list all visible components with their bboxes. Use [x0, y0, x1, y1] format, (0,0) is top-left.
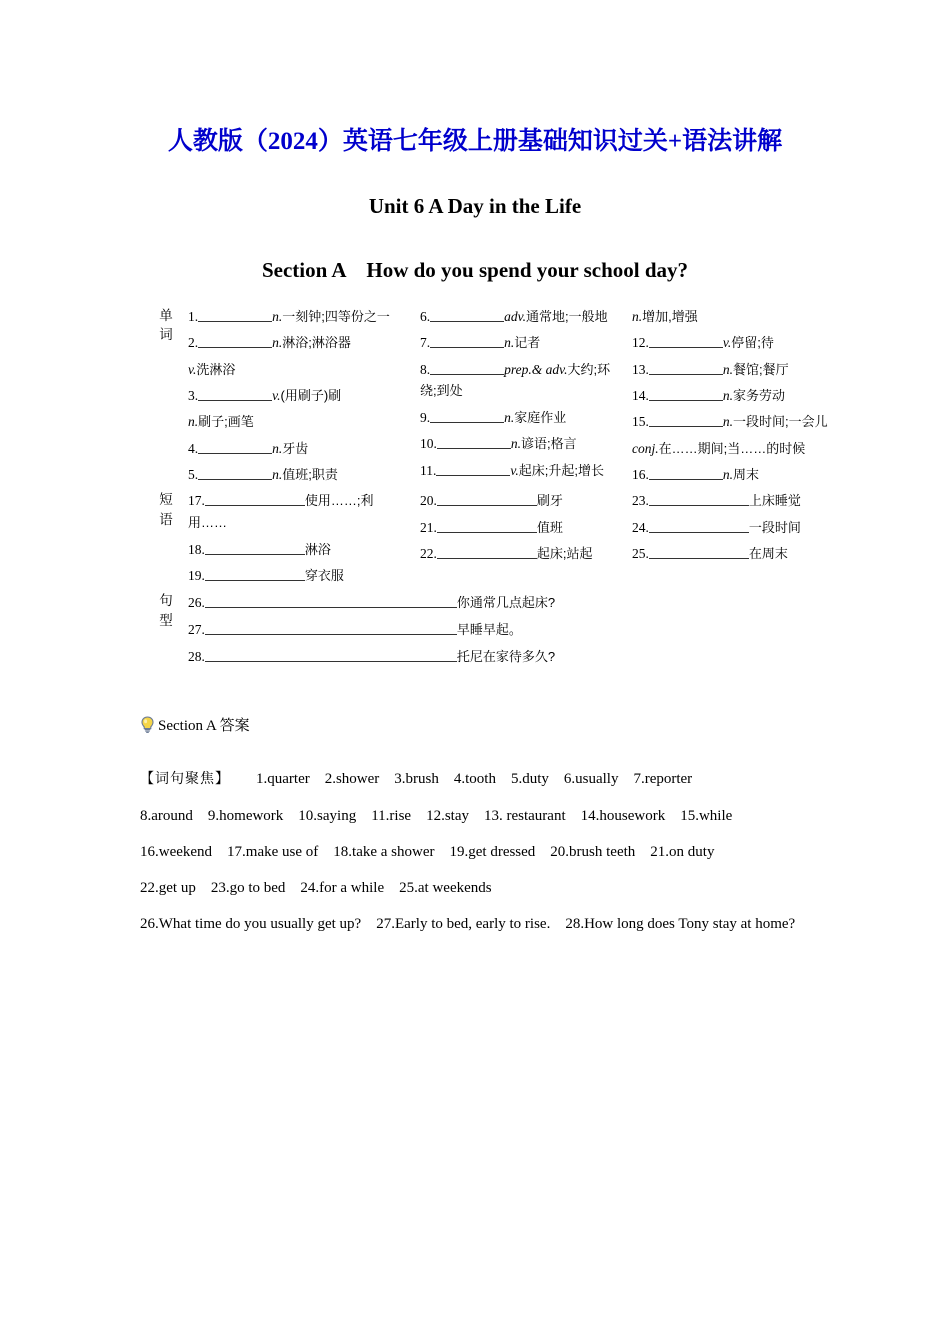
part-of-speech: v.: [722, 335, 732, 351]
table-row-words: [150, 306, 842, 491]
sentence-entry: [188, 618, 836, 643]
definition-text: 托尼在家待多久?: [456, 649, 556, 665]
answer-line: [140, 798, 820, 834]
entry-number: 22.: [420, 546, 437, 562]
phrase-entry: [632, 543, 836, 565]
part-of-speech: n.: [632, 308, 643, 324]
entry-number: 25.: [632, 546, 649, 562]
part-of-speech: n.: [722, 414, 733, 430]
word-entry: [188, 306, 408, 328]
word-entry: [420, 460, 620, 482]
entry-number: 23.: [632, 493, 649, 509]
definition-text: 一段时间: [748, 519, 801, 535]
definition-text: 使用……;利用……: [188, 493, 374, 531]
entry-number: 20.: [420, 493, 437, 509]
definition-text: 在周末: [748, 546, 788, 562]
entry-number: 27.: [188, 622, 205, 638]
definition-text: 早睡早起。: [456, 622, 522, 638]
answer-blank[interactable]: [430, 334, 504, 348]
definition-text: 你通常几点起床?: [456, 595, 556, 611]
words-column-3: [626, 306, 842, 491]
entry-number: 16.: [632, 467, 649, 482]
word-entry: [420, 433, 620, 455]
definition-text: 通常地;一般地: [526, 308, 608, 324]
word-entry: [188, 332, 408, 354]
definition-text: 刷子;画笔: [198, 414, 254, 430]
entry-number: 3.: [188, 387, 199, 403]
word-entry: [632, 385, 836, 407]
phrase-entry: [188, 539, 408, 561]
sentence-entry: [188, 591, 836, 616]
entry-number: 7.: [420, 335, 431, 351]
answer-blank[interactable]: [198, 466, 272, 480]
table-row-phrases: [150, 490, 842, 591]
entry-number: 11.: [420, 462, 437, 478]
word-entry: [632, 359, 836, 381]
definition-text: 记者: [514, 335, 541, 351]
answer-heading: [140, 672, 950, 735]
sentence-entry: [188, 645, 836, 670]
definition-text: 起床;站起: [536, 546, 593, 562]
entry-number: 12.: [632, 335, 649, 351]
answer-blank[interactable]: [205, 648, 457, 662]
part-of-speech: adv.: [504, 308, 526, 324]
answer-text: 26.What time do you usually get up? 27.Early to bed, early to rise. 28.How long does Tony stay at home?: [140, 916, 796, 933]
word-entry: [420, 306, 620, 328]
row-label-phrases-char-2: 语: [159, 511, 173, 527]
answer-blank[interactable]: [430, 409, 504, 423]
entry-number: 28.: [188, 649, 205, 665]
part-of-speech: v.: [510, 462, 519, 478]
answer-blank[interactable]: [649, 361, 723, 375]
phrase-entry: [188, 490, 408, 534]
answer-blank[interactable]: [649, 334, 723, 348]
entry-number: 19.: [188, 567, 205, 583]
definition-text: 起床;升起;增长: [518, 462, 604, 478]
answer-blank[interactable]: [437, 493, 537, 507]
entry-number: 9.: [420, 409, 431, 425]
part-of-speech: prep.& adv.: [504, 361, 568, 377]
answer-blank[interactable]: [649, 413, 723, 427]
answer-tag: 【词句聚焦】: [140, 770, 230, 787]
phrases-col2-list: [414, 490, 626, 565]
page-title: 人教版（2024）英语七年级上册基础知识过关+语法讲解: [167, 128, 783, 155]
section-title: Section A How do you spend your school day?: [261, 257, 689, 282]
entry-number: 4.: [188, 440, 199, 456]
word-entry: [188, 464, 408, 486]
row-label-phrases-char-1: 短: [159, 492, 173, 508]
row-label-phrases: [150, 490, 182, 591]
sentences-list: [182, 591, 842, 670]
answer-blank[interactable]: [205, 567, 305, 581]
definition-text: (用刷子)刷: [280, 387, 342, 403]
phrase-entry: [420, 490, 620, 512]
part-of-speech: n.: [504, 335, 515, 351]
part-of-speech: n.: [722, 467, 733, 482]
answer-text: 22.get up 23.go to bed 24.for a while 25.at weekends: [140, 880, 492, 897]
word-entry: [632, 306, 836, 328]
answer-blank[interactable]: [436, 462, 510, 476]
answer-line: [140, 761, 820, 797]
answer-blank[interactable]: [198, 387, 272, 401]
definition-text: 家庭作业: [514, 409, 567, 425]
definition-text: 一段时间;一会儿: [733, 414, 828, 430]
answer-blank[interactable]: [205, 493, 305, 507]
definition-text: 周末: [733, 467, 760, 482]
answer-blank[interactable]: [649, 545, 749, 559]
entry-number: 6.: [420, 308, 431, 324]
row-label-sentences-char-1: 句: [159, 593, 173, 609]
answer-blank[interactable]: [649, 493, 749, 507]
definition-text: 淋浴;淋浴器: [282, 335, 351, 351]
answer-blank[interactable]: [205, 621, 457, 635]
definition-text: 增加,增强: [642, 308, 698, 324]
definition-text: 谚语;格言: [521, 436, 577, 452]
vocabulary-table: [150, 306, 842, 672]
entry-number: 21.: [420, 519, 437, 535]
part-of-speech: n.: [510, 436, 521, 452]
entry-number: 14.: [632, 387, 649, 403]
answer-text: 1.quarter 2.shower 3.brush 4.tooth 5.duty 6.usually 7.reporter: [256, 771, 693, 788]
definition-text: 值班;职责: [282, 467, 338, 482]
part-of-speech: n.: [188, 414, 199, 430]
answer-blank[interactable]: [198, 440, 272, 454]
entry-number: 2.: [188, 335, 199, 351]
entry-number: 15.: [632, 414, 649, 430]
answer-blank[interactable]: [437, 435, 511, 449]
row-label-sentences-char-2: 型: [159, 612, 173, 628]
definition-text: 大约;环绕;到处: [420, 361, 611, 399]
word-entry: [632, 464, 836, 486]
entry-number: 24.: [632, 519, 649, 535]
entry-number: 8.: [420, 361, 431, 377]
answer-text: 8.around 9.homework 10.saying 11.rise 12.stay 13. restaurant 14.housework 15.while: [140, 807, 733, 824]
answer-blank[interactable]: [205, 541, 305, 555]
words-column-2: [414, 306, 626, 491]
definition-text: 牙齿: [282, 440, 309, 456]
answer-line: [140, 906, 820, 942]
lightbulb-icon: [140, 716, 155, 734]
phrases-column-2: [414, 490, 626, 591]
entry-number: 26.: [188, 595, 205, 611]
words-col2-list: [414, 306, 626, 482]
part-of-speech: n.: [504, 409, 515, 425]
word-entry: [632, 411, 836, 433]
definition-text: 淋浴: [304, 541, 331, 557]
answer-line: [140, 834, 820, 870]
table-row-sentences: [150, 591, 842, 672]
definition-text: 值班: [536, 519, 563, 535]
answer-heading-text: Section A 答案: [158, 718, 250, 735]
row-label-sentences: [150, 591, 182, 672]
entry-number: 5.: [188, 467, 199, 482]
answers-block: [140, 735, 820, 942]
answer-blank[interactable]: [437, 545, 537, 559]
part-of-speech: n.: [722, 387, 733, 403]
definition-text: 刷牙: [536, 493, 563, 509]
phrases-col3-list: [626, 490, 842, 565]
phrase-entry: [420, 543, 620, 565]
answer-line: [140, 870, 820, 906]
answer-blank[interactable]: [649, 519, 749, 533]
phrases-column-3: [626, 490, 842, 591]
word-entry: [188, 411, 408, 433]
word-entry: [632, 438, 836, 460]
phrases-col1-list: [182, 490, 414, 586]
phrase-entry: [632, 517, 836, 539]
phrase-entry: [632, 490, 836, 512]
row-label-words-char-1: 单: [159, 307, 173, 323]
word-entry: [188, 359, 408, 381]
unit-title: Unit 6 A Day in the Life: [368, 194, 582, 219]
answer-blank[interactable]: [205, 594, 457, 608]
sentences-column: [182, 591, 842, 672]
row-label-words-char-2: 词: [159, 327, 173, 343]
definition-text: 一刻钟;四等份之一: [282, 308, 390, 324]
part-of-speech: n.: [272, 308, 283, 324]
answer-blank[interactable]: [430, 308, 504, 322]
phrases-column-1: [182, 490, 414, 591]
entry-number: 13.: [632, 361, 649, 377]
part-of-speech: n.: [272, 467, 283, 482]
phrase-entry: [420, 517, 620, 539]
row-label-words: [150, 306, 182, 491]
definition-text: 餐馆;餐厅: [733, 361, 789, 377]
answer-blank[interactable]: [649, 387, 723, 401]
entry-number: 18.: [188, 541, 205, 557]
words-col3-list: [626, 306, 842, 486]
word-entry: [420, 359, 620, 403]
definition-text: 在……期间;当……的时候: [658, 440, 806, 456]
answer-blank[interactable]: [198, 308, 272, 322]
part-of-speech: n.: [722, 361, 733, 377]
entry-number: 1.: [188, 308, 199, 324]
answer-blank[interactable]: [198, 334, 272, 348]
definition-text: 洗淋浴: [196, 361, 236, 377]
words-col1-list: [182, 306, 414, 486]
word-entry: [188, 385, 408, 407]
answer-text: 16.weekend 17.make use of 18.take a shower 19.get dressed 20.brush teeth 21.on duty: [140, 843, 715, 860]
entry-number: 10.: [420, 436, 437, 452]
answer-blank[interactable]: [649, 466, 723, 480]
definition-text: 上床睡觉: [748, 493, 801, 509]
part-of-speech: conj.: [632, 440, 659, 456]
word-entry: [420, 332, 620, 354]
part-of-speech: n.: [272, 335, 283, 351]
entry-number: 17.: [188, 493, 205, 509]
definition-text: 家务劳动: [733, 387, 786, 403]
answer-blank[interactable]: [430, 361, 504, 375]
definition-text: 停留;待: [731, 335, 774, 351]
part-of-speech: n.: [272, 440, 283, 456]
answer-blank[interactable]: [437, 519, 537, 533]
words-column-1: [182, 306, 414, 491]
phrase-entry: [188, 565, 408, 587]
word-entry: [420, 407, 620, 429]
part-of-speech: v.: [188, 361, 197, 377]
word-entry: [188, 438, 408, 460]
definition-text: 穿衣服: [304, 567, 344, 583]
word-entry: [632, 332, 836, 354]
part-of-speech: v.: [272, 387, 281, 403]
